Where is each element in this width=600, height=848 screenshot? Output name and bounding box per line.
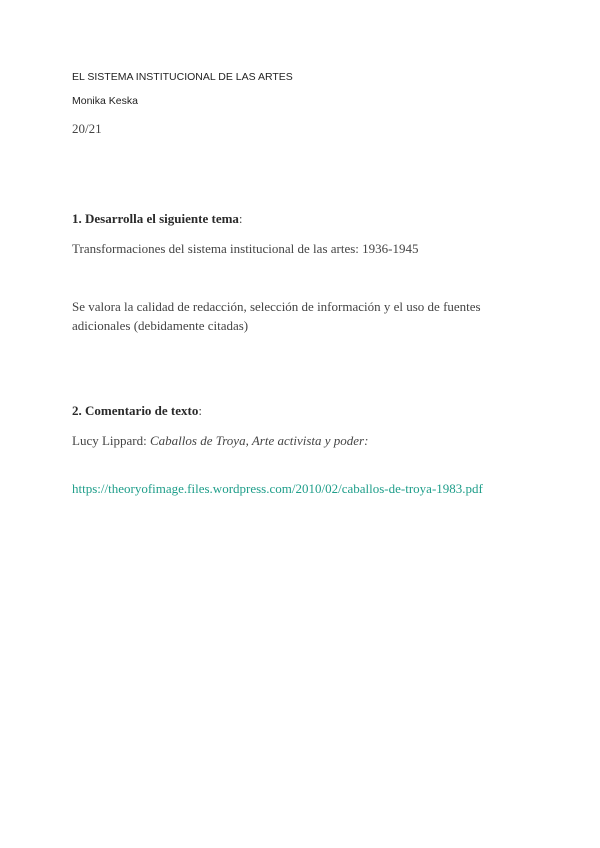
section2-heading: 2. Comentario de texto — [72, 403, 199, 418]
section1-heading-line — [72, 211, 243, 227]
author-name: Monika Keska — [72, 95, 138, 107]
reference-work-title: Caballos de Troya, Arte activista y poder: — [149, 433, 369, 448]
academic-term: 20/21 — [72, 121, 102, 136]
section1-topic: Transformaciones del sistema institucional de las artes: 1936-1945 — [72, 241, 419, 256]
reference-link[interactable]: https://theoryofimage.files.wordpress.com/2010/02/caballos-de-troya-1983.pdf — [72, 481, 483, 496]
section1-criteria: Se valora la calidad de redacción, selección de información y el uso de fuentes adicionales (debidamente citadas) — [72, 299, 481, 333]
section2-heading-colon: : — [198, 403, 202, 418]
section2-reference — [72, 433, 368, 449]
section1-heading: 1. Desarrolla el siguiente tema — [72, 211, 239, 226]
section1-heading-colon: : — [238, 211, 243, 226]
reference-author: Lucy Lippard: — [72, 433, 150, 448]
document-title: EL SISTEMA INSTITUCIONAL DE LAS ARTES — [72, 71, 293, 83]
section2-heading-line — [72, 403, 202, 419]
